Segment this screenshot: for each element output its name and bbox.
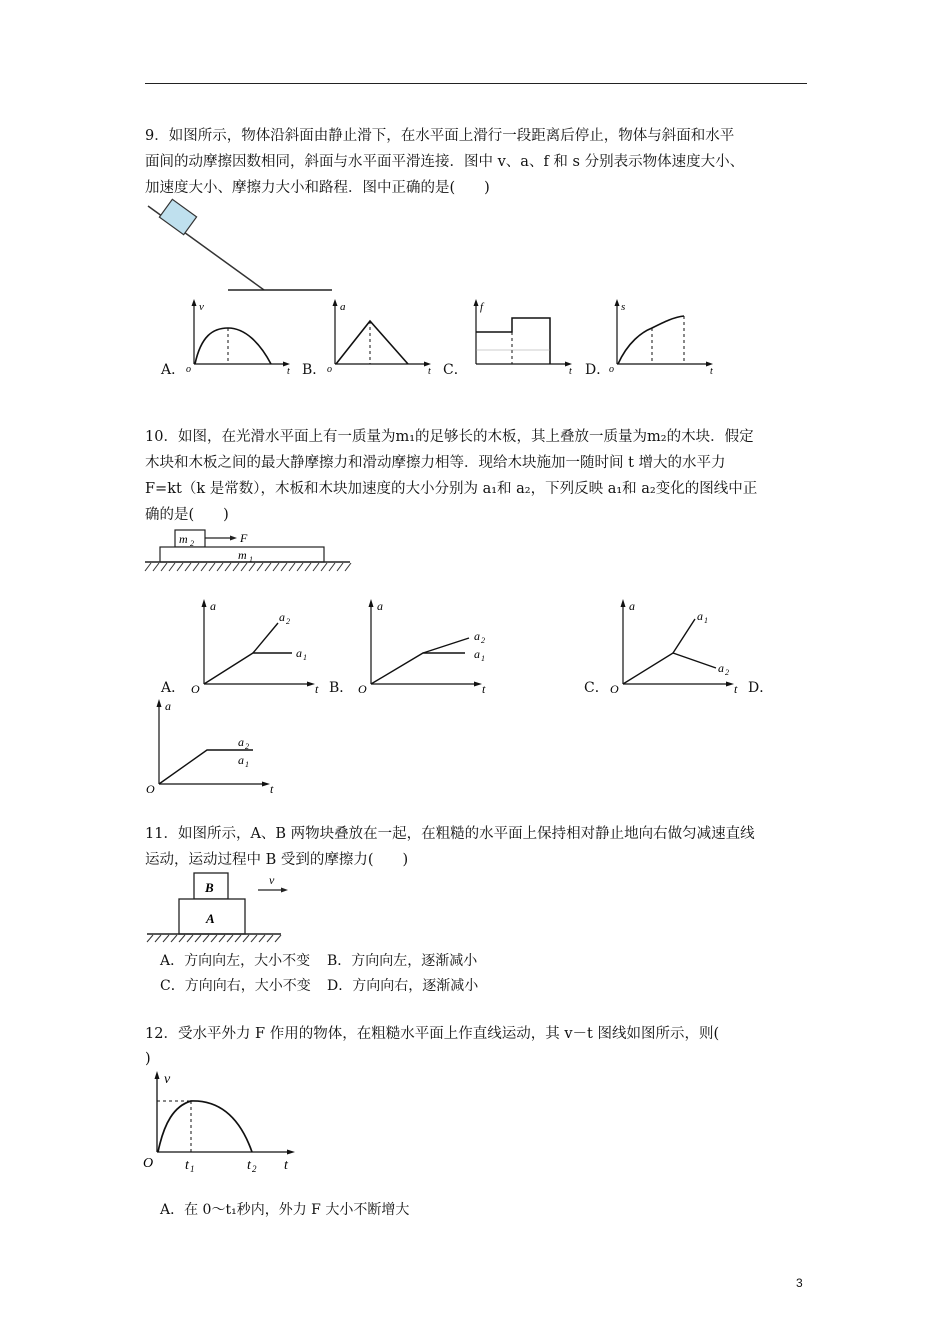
q11-option-b: B．方向向左，逐渐减小: [327, 953, 478, 969]
q9a-v-label: v: [199, 301, 204, 313]
q9-option-a-label: A．: [161, 362, 186, 378]
q10a-a1-label: a: [296, 646, 302, 660]
q9-graph-c: [465, 298, 583, 377]
q12-v-label: v: [164, 1072, 171, 1087]
q10-graph-a: [190, 596, 330, 696]
q9b-origin-label: o: [327, 364, 332, 375]
q10c-a-axis-label: a: [629, 599, 635, 613]
page-number: 3: [796, 1276, 803, 1290]
q9d-origin-label: o: [609, 364, 614, 375]
q10a-origin-label: O: [191, 682, 200, 696]
q9-graph-d: [606, 298, 724, 377]
q10-option-c-label: C．: [584, 680, 609, 696]
q9d-s-label: s: [621, 301, 626, 313]
q10-option-a-label: A．: [161, 680, 186, 696]
q12-line-1: 12．受水平外力 F 作用的物体，在粗糙水平面上作直线运动，其 v－t 图线如图所示，则(: [145, 1026, 720, 1042]
q10a-t-label: t: [315, 682, 319, 696]
q10b-a2-subscript: 2: [481, 636, 485, 645]
q10-m1-subscript: 1: [249, 555, 253, 564]
q10-m2-subscript: 2: [190, 539, 194, 548]
q10d-a-axis-label: a: [165, 699, 171, 713]
q9b-a-label: a: [340, 301, 346, 313]
q10b-a2-label: a: [474, 629, 480, 643]
q9-option-b-label: B．: [302, 362, 327, 378]
q9c-t-label: t: [569, 366, 572, 377]
q10c-a2-label: a: [718, 661, 724, 675]
q9-line-3: 加速度大小、摩擦力大小和路程．图中正确的是( ): [145, 180, 490, 196]
q11-block-a-label: A: [206, 911, 215, 926]
q10d-a2-label: a: [238, 735, 244, 749]
q12-t1-subscript: 1: [190, 1164, 195, 1174]
q10-option-d-label: D．: [748, 680, 774, 696]
q10b-t-label: t: [482, 682, 486, 696]
q10a-a1-subscript: 1: [303, 653, 307, 662]
q9c-f-label: f: [480, 301, 484, 313]
q10-line-3: F=kt（k 是常数），木板和木块加速度的大小分别为 a₁和 a₂，下列反映 a₁和 a₂变化的图线中正: [145, 481, 758, 497]
q10b-a1-subscript: 1: [481, 654, 485, 663]
q12-vt-graph: [140, 1068, 310, 1178]
q11-option-d: D．方向向右，逐渐减小: [327, 978, 479, 994]
q9-line-2: 面间的动摩擦因数相同，斜面与水平面平滑连接．图中 v、a、f 和 s 分别表示物体速度大小、: [145, 154, 745, 170]
q10d-a2-subscript: 2: [245, 742, 249, 751]
q10a-a-axis-label: a: [210, 599, 216, 613]
q9b-t-label: t: [428, 366, 431, 377]
q10d-a1-label: a: [238, 753, 244, 767]
q9d-t-label: t: [710, 366, 713, 377]
q10c-t-label: t: [734, 682, 738, 696]
q10-board-block-figure: [145, 522, 355, 577]
q10c-a2-subscript: 2: [725, 668, 729, 677]
q9-option-c-label: C．: [443, 362, 468, 378]
q10d-origin-label: O: [146, 782, 155, 796]
q9a-origin-label: o: [186, 364, 191, 375]
q9-option-d-label: D．: [585, 362, 611, 378]
q12-t2-subscript: 2: [252, 1164, 257, 1174]
q10a-a2-label: a: [279, 610, 285, 624]
header-rule: [145, 83, 807, 84]
q10-line-2: 木块和木板之间的最大静摩擦力和滑动摩擦力相等．现给木块施加一随时间 t 增大的水平力: [145, 455, 726, 471]
q10c-a1-subscript: 1: [704, 616, 708, 625]
q11-velocity-label: v: [269, 873, 275, 887]
q12-t-axis-label: t: [284, 1158, 288, 1173]
q10c-origin-label: O: [610, 682, 619, 696]
q10d-a1-subscript: 1: [245, 760, 249, 769]
q11-line-1: 11．如图所示，A、B 两物块叠放在一起，在粗糙的水平面上保持相对静止地向右做匀减速直线: [145, 826, 755, 842]
q10a-a2-subscript: 2: [286, 617, 290, 626]
q11-option-c: C．方向向右，大小不变: [160, 978, 311, 994]
q10b-origin-label: O: [358, 682, 367, 696]
q11-stacked-blocks-figure: [145, 870, 295, 945]
q10-graph-d: [145, 696, 285, 796]
q10-option-b-label: B．: [329, 680, 354, 696]
q9-line-1: 9．如图所示，物体沿斜面由静止滑下，在水平面上滑行一段距离后停止，物体与斜面和水平: [145, 128, 735, 144]
q9a-t-label: t: [287, 366, 290, 377]
q12-t2-label: t: [247, 1158, 251, 1173]
q11-option-a: A．方向向左，大小不变: [160, 953, 311, 969]
q10-line-1: 10．如图，在光滑水平面上有一质量为m₁的足够长的木板，其上叠放一质量为m₂的木块．假定: [145, 429, 754, 445]
q12-t1-label: t: [185, 1158, 189, 1173]
q11-block-b-label: B: [205, 880, 214, 895]
q10-m2-label: m: [179, 532, 188, 546]
q10-m1-label: m: [238, 548, 247, 562]
q9-graph-a: [183, 298, 301, 377]
q12-option-a: A．在 0～t₁秒内，外力 F 大小不断增大: [160, 1202, 410, 1218]
q9-incline-figure: [140, 200, 340, 295]
q11-line-2: 运动，运动过程中 B 受到的摩擦力( ): [145, 852, 409, 868]
q10-graph-c: [609, 596, 749, 696]
q10-graph-b: [357, 596, 497, 696]
q12-origin-label: O: [143, 1156, 154, 1171]
q10-line-4: 确的是( ): [145, 507, 229, 523]
q10b-a1-label: a: [474, 647, 480, 661]
q9-graph-b: [324, 298, 442, 377]
q10b-a-axis-label: a: [377, 599, 383, 613]
q10d-t-label: t: [270, 782, 274, 796]
q10c-a1-label: a: [697, 609, 703, 623]
q10-force-label: F: [240, 531, 248, 545]
q12-line-2: ): [145, 1051, 151, 1067]
